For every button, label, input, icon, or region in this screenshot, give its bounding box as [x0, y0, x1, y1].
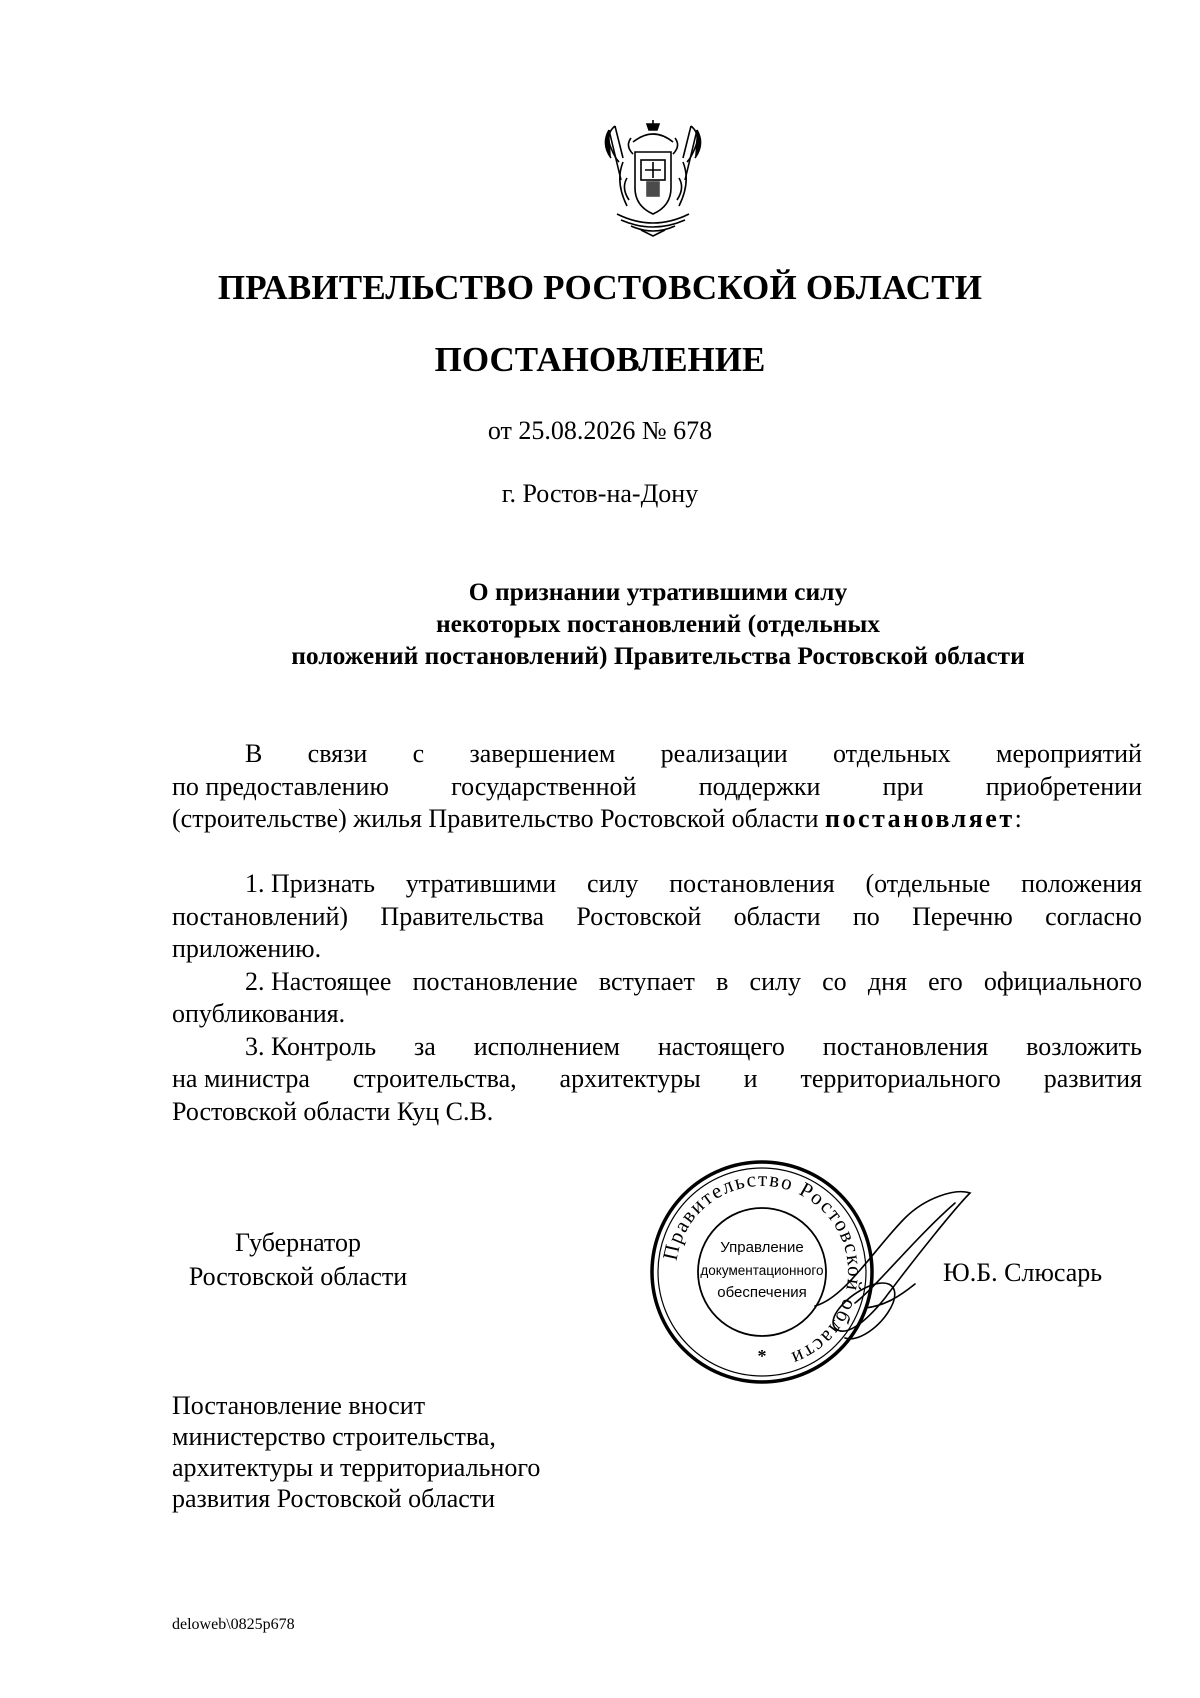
- word: за: [414, 1031, 436, 1061]
- word: со: [822, 966, 847, 996]
- word: возложить: [1026, 1031, 1142, 1061]
- word: с: [412, 739, 425, 768]
- note-line: развития Ростовской области: [172, 1484, 496, 1513]
- note-line: архитектуры и территориального: [172, 1453, 541, 1482]
- word: исполнением: [473, 1031, 620, 1061]
- word: постановления: [822, 1031, 989, 1061]
- word: официального: [983, 966, 1142, 996]
- item-1-line-1: [172, 868, 1142, 901]
- subject-line: некоторых постановлений (отдельных: [435, 609, 881, 638]
- word: 1. Признать: [245, 869, 375, 898]
- word: реализации: [660, 739, 788, 768]
- word: на министра: [172, 1064, 310, 1093]
- word: Ростовской: [576, 901, 702, 931]
- word: развития: [1043, 1064, 1142, 1093]
- preamble-line-1: [172, 738, 1142, 771]
- word: отдельных: [833, 739, 951, 768]
- signatory-title: [178, 1226, 418, 1294]
- document-subject: [0, 576, 1200, 672]
- word: по: [852, 901, 880, 931]
- document-reference: deloweb\0825p678: [172, 1616, 295, 1633]
- organization-title: ПРАВИТЕЛЬСТВО РОСТОВСКОЙ ОБЛАСТИ: [217, 268, 983, 307]
- word: силу: [586, 869, 639, 898]
- word: завершением: [469, 739, 616, 768]
- word: по предоставлению: [172, 771, 389, 801]
- word: настоящего: [657, 1031, 785, 1061]
- word: государственной: [451, 771, 637, 801]
- word: постановление: [412, 966, 578, 996]
- word: территориального: [800, 1064, 1001, 1093]
- word: (отдельные: [865, 869, 991, 898]
- word: связи: [307, 739, 368, 768]
- signatory-title-line: Губернатор: [235, 1228, 361, 1257]
- word: В: [245, 739, 263, 768]
- word: постановления: [669, 869, 835, 898]
- seal-outer-text: Правительство Ростовской области: [657, 1166, 868, 1372]
- signatory-title-line: Ростовской области: [188, 1262, 408, 1291]
- item-3-line-1: [172, 1031, 1142, 1064]
- word: при: [882, 771, 924, 801]
- seal-inner-text: Управление: [720, 1239, 804, 1256]
- word: Перечню: [912, 901, 1013, 931]
- preamble-line-3: [172, 803, 1142, 836]
- preamble-line-2: [172, 771, 1142, 804]
- submitted-by-note: [172, 1390, 540, 1514]
- item-1-line-2: [172, 901, 1142, 934]
- seal-star: *: [757, 1346, 767, 1366]
- word: архитектуры: [559, 1064, 701, 1093]
- item-3-line-3: Ростовской области Куц С.В.: [172, 1096, 494, 1126]
- subject-line: положений постановлений) Правительства Ростовской области: [291, 641, 1025, 670]
- word: и: [743, 1064, 758, 1093]
- text: (строительстве) жилья Правительство Ростовской области: [172, 804, 819, 833]
- note-line: Постановление вносит: [172, 1391, 426, 1420]
- word: согласно: [1045, 901, 1142, 931]
- word: утратившими: [405, 869, 557, 898]
- document-type: ПОСТАНОВЛЕНИЕ: [434, 340, 766, 379]
- word: приобретении: [985, 771, 1142, 801]
- item-2-line-1: [172, 966, 1142, 999]
- signatory-name: Ю.Б. Слюсарь: [943, 1258, 1103, 1287]
- note-line: министерство строительства,: [172, 1422, 496, 1451]
- word: постановлений): [172, 901, 349, 931]
- word: 2. Настоящее: [245, 966, 392, 996]
- word: поддержки: [698, 771, 821, 801]
- word: Правительства: [380, 901, 545, 931]
- word: в: [716, 966, 729, 996]
- decree-verb: постановляет: [824, 804, 1015, 833]
- word: дня: [867, 966, 907, 996]
- seal-inner-text: обеспечения: [717, 1284, 807, 1301]
- preamble-paragraph: [172, 738, 1142, 836]
- text: :: [1014, 804, 1022, 833]
- word: области: [733, 901, 821, 931]
- word: его: [928, 966, 963, 996]
- rostov-oblast-coat-of-arms-icon: [601, 118, 705, 238]
- word: мероприятий: [996, 739, 1142, 768]
- word: строительства,: [352, 1064, 517, 1093]
- item-3-line-2: [172, 1063, 1142, 1096]
- item-1-line-3: приложению.: [172, 934, 322, 963]
- decree-items: [172, 868, 1142, 1128]
- city: г. Ростов-на-Дону: [501, 479, 699, 508]
- subject-line: О признании утратившими силу: [468, 577, 848, 606]
- word: силу: [749, 966, 801, 996]
- item-2-line-2: опубликования.: [172, 999, 346, 1028]
- seal-inner-text: документационного: [700, 1263, 824, 1278]
- word: 3. Контроль: [245, 1031, 377, 1061]
- word: положения: [1021, 869, 1142, 898]
- date-and-number: от 25.08.2026 № 678: [487, 416, 713, 445]
- word: вступает: [598, 966, 695, 996]
